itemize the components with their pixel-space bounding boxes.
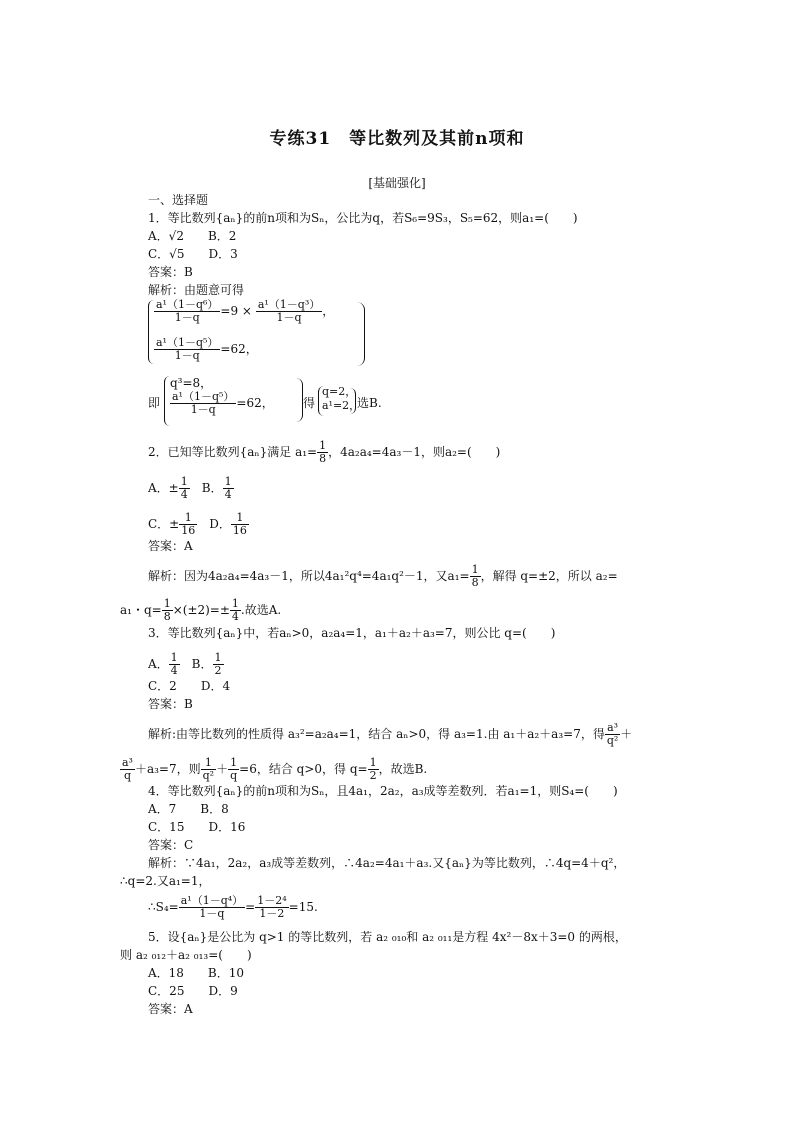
q5-answer: 答案：A [148,1002,193,1016]
q4-solution-line2: ∴q=2.又a₁=1， [120,874,211,888]
q2-sol-frac: $\frac{1}{8}$ [471,563,479,589]
q3-answer: 答案：B [148,697,193,711]
q1-system-right-brace [296,378,303,422]
q3-optB-frac: $\frac{1}{2}$ [214,651,222,677]
page-title: 专练31 等比数列及其前n项和 [269,129,525,149]
q1-frac4: $\frac{\text{a¹（1－q⁵）}}{1-q}$ [172,390,235,416]
q4-sol-frac1: $\frac{\text{a¹（1－q⁴）}}{1-q}$ [180,894,244,920]
q2-options-cd: C．± $\frac{1}{16}$ D． $\frac{1}{16}$ [148,511,247,537]
q1-answer: 答案：B [148,265,193,279]
q3-solution-line1: 解析:由等比数列的性质得 a₃²=a₂a₄=1，结合 aₙ>0，得 a₃=1.由 a₁＋a₂＋a₃=7，得 $\frac{\text{a³}}{\text{q²}}$ ＋ [148,721,633,747]
q2-optB-frac: $\frac{1}{4}$ [224,475,232,501]
q1-eq2: $\frac{\text{a¹（1－q⁵）}}{1-q}$ =62， [156,336,258,362]
q1-system-line1: q³=8， [170,376,213,390]
q1-result-right-brace [350,388,356,414]
q3-sol-frac2: $\frac{\text{a³}}{q}$ [122,756,133,782]
q3-sol-frac5: $\frac{1}{2}$ [369,756,377,782]
q2-sol2-frac1: $\frac{1}{8}$ [163,597,171,623]
q1-frac2: $\frac{\text{a¹（1－q³）}}{1-q}$ [257,298,321,324]
q1-solution-intro: 解析：由题意可得 [148,283,245,297]
q2-solution-line1: 解析：因为4a₂a₄=4a₃－1，所以4a₁²q⁴=4a₁q²－1，又a₁= $\frac{1}{8}$ ，解得 q=±2，所以 a₂= [148,563,618,589]
q1-stem: 1．等比数列{aₙ}的前n项和为Sₙ，公比为q，若S₆=9S₃，S₅=62，则a₁=( ) [148,211,578,225]
q2-frac-a1: $\frac{1}{8}$ [319,439,327,465]
q4-options-cd: C．15 D．16 [148,820,246,834]
q2-options-ab: A．± $\frac{1}{4}$ B． $\frac{1}{4}$ [148,475,232,501]
q3-solution-line2: $\frac{\text{a³}}{q}$ ＋a₃=7，则 $\frac{1}{\text{q²}}$ ＋ $\frac{1}{q}$ =6，结合 q>0，得 q= $\frac{1}{2}$ ，故选B. [122,756,428,782]
q1-de: 得 [303,396,316,410]
q3-stem: 3．等比数列{aₙ}中，若aₙ>0，a₂a₄=1，a₁＋a₂＋a₃=7，则公比 q=( ) [148,626,556,640]
q1-result-line2: a¹=2， [322,399,361,412]
q1-ji: 即 [148,396,161,410]
section-heading: 一、选择题 [148,193,209,207]
q4-answer: 答案：C [148,838,194,852]
q5-stem-line1: 5．设{aₙ}是公比为 q>1 的等比数列，若 a₂ ₀₁₀和 a₂ ₀₁₁是方程 4x²－8x＋3=0 的两根， [148,930,627,944]
q4-options-ab: A．7 B．8 [148,802,229,816]
q2-stem: 2．已知等比数列{aₙ}满足 a₁= $\frac{1}{8}$ ，4a₂a₄=4a₃－1，则a₂=( ) [148,439,501,465]
q3-optA-frac: $\frac{1}{4}$ [170,651,178,677]
q2-optC-frac: $\frac{1}{16}$ [181,511,196,537]
q2-solution-line2: a₁・q= $\frac{1}{8}$ ×(±2)=± $\frac{1}{4}$ .故选A. [120,597,282,623]
q1-choose: 选B. [357,396,382,410]
q1-right-brace [356,302,365,366]
q3-sol-frac1: $\frac{\text{a³}}{\text{q²}}$ [606,721,619,747]
q5-options-cd: C．25 D．9 [148,984,238,998]
section-tag: [基础强化] [368,176,426,190]
q2-answer: 答案：A [148,539,193,553]
q4-stem: 4．等比数列{aₙ}的前n项和为Sₙ，且4a₁，2a₂，a₃成等差数列．若a₁=1，则S₄=( ) [148,784,618,798]
q2-sol2-frac2: $\frac{1}{4}$ [231,597,239,623]
q5-stem-line2: 则 a₂ ₀₁₂＋a₂ ₀₁₃=( ) [120,948,252,962]
q1-result-line1: q=2， [322,385,357,398]
q3-sol-frac4: $\frac{1}{q}$ [230,756,238,782]
q1-system-line2: $\frac{\text{a¹（1－q⁵）}}{1-q}$ =62， [172,390,274,416]
q1-frac3: $\frac{\text{a¹（1－q⁵）}}{1-q}$ [156,336,219,362]
q1-options-ab: A．√2 B．2 [148,229,237,243]
q1-frac1: $\frac{\text{a¹（1－q⁶）}}{1-q}$ [156,298,219,324]
q3-options-ab: A． $\frac{1}{4}$ B． $\frac{1}{2}$ [148,651,222,677]
q2-optD-frac: $\frac{1}{16}$ [232,511,247,537]
q1-eq1: $\frac{\text{a¹（1－q⁶）}}{1-q}$ =9 × $\frac{\text{a¹（1－q³）}}{1-q}$ ， [156,298,335,324]
q4-sol-frac2: $\frac{\text{1－2⁴}}{1-2}$ [257,894,287,920]
q4-solution-line1: 解析：∵4a₁，2a₂，a₃成等差数列，∴4a₂=4a₁＋a₃.又{aₙ}为等比数列，∴4q=4＋q²， [148,856,626,870]
q3-options-cd: C．2 D．4 [148,679,231,693]
q5-options-ab: A．18 B．10 [148,966,245,980]
q2-optA-frac: $\frac{1}{4}$ [180,475,188,501]
q1-options-cd: C．√5 D．3 [148,247,238,261]
q3-sol-frac3: $\frac{1}{\text{q²}}$ [202,756,215,782]
q4-solution-line3: ∴S₄= $\frac{\text{a¹（1－q⁴）}}{1-q}$ = $\frac{\text{1－2⁴}}{1-2}$ =15. [148,894,318,920]
